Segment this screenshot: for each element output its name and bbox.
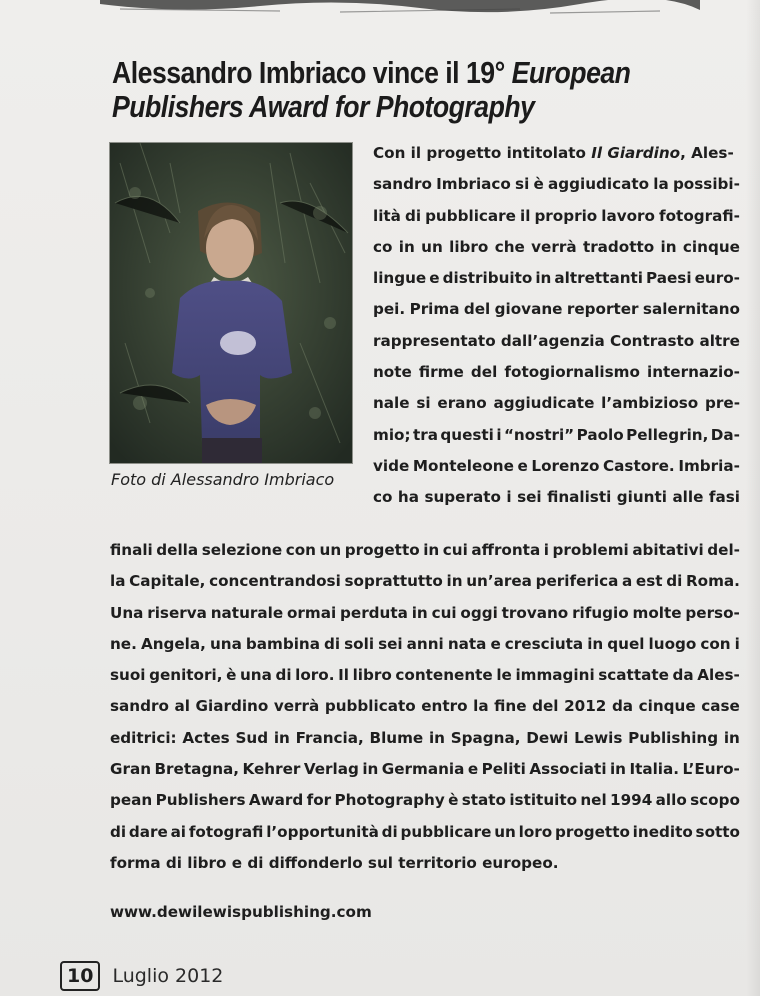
title-line-1: Alessandro Imbriaco vince il 19° European bbox=[112, 55, 631, 90]
article-column-text bbox=[373, 138, 740, 514]
article-photo bbox=[109, 142, 353, 464]
body-line: Una riserva naturale ormai perduta in cui oggi trovano rifugio molte perso- bbox=[110, 603, 740, 622]
column-line: vide Monteleone e Lorenzo Castore. Imbria- bbox=[373, 456, 740, 475]
photo-caption: Foto di Alessandro Imbriaco bbox=[111, 470, 335, 489]
column-line: sandro Imbriaco si è aggiudicato la possibi- bbox=[373, 175, 740, 194]
column-line: lingue e distribuito in altrettanti Paesi euro- bbox=[373, 269, 740, 288]
body-line: Gran Bretagna, Kehrer Verlag in Germania e Peliti Associati in Italia. L’Euro- bbox=[110, 760, 740, 779]
column-line: co ha superato i sei finalisti giunti alle fasi bbox=[373, 488, 740, 507]
article-title bbox=[112, 56, 731, 124]
column-line: nale si erano aggiudicate l’ambizioso pre- bbox=[373, 394, 740, 413]
column-line: lità di pubblicare il proprio lavoro fotografi- bbox=[373, 206, 740, 225]
column-line: pei. Prima del giovane reporter salernitano bbox=[373, 300, 740, 319]
page-footer bbox=[60, 958, 223, 994]
page-edge-shadow bbox=[746, 0, 760, 996]
child-portrait-image bbox=[110, 143, 352, 463]
body-line: ne. Angela, una bambina di soli sei anni nata e cresciuta in quel luogo con i bbox=[110, 634, 740, 653]
body-line: di dare ai fotografi l’opportunità di pubblicare un loro progetto inedito sotto bbox=[110, 822, 740, 841]
body-line: pean Publishers Award for Photography è stato istituito nel 1994 allo scopo bbox=[110, 791, 740, 810]
column-line: mio; tra questi i “nostri” Paolo Pellegrin, Da- bbox=[373, 425, 740, 444]
column-line: Con il progetto intitolato Il Giardino, Ales- bbox=[373, 144, 734, 162]
body-line: editrici: Actes Sud in Francia, Blume in Spagna, Dewi Lewis Publishing in bbox=[110, 728, 740, 747]
title-line-2: Publishers Award for Photography bbox=[112, 89, 535, 124]
brush-stroke-decoration bbox=[100, 0, 700, 18]
column-line: note firme del fotogiornalismo internazio- bbox=[373, 363, 740, 382]
body-line: la Capitale, concentrandosi soprattutto in un’area periferica a est di Roma. bbox=[110, 572, 740, 591]
body-line: suoi genitori, è una di loro. Il libro contenente le immagini scattate da Ales- bbox=[110, 666, 740, 685]
body-line: finali della selezione con un progetto in cui affronta i problemi abitativi del- bbox=[110, 541, 740, 559]
page-number: 10 bbox=[60, 961, 100, 991]
article-body-text bbox=[110, 535, 740, 879]
column-line: rappresentato dall’agenzia Contrasto altre bbox=[373, 331, 740, 350]
body-line: sandro al Giardino verrà pubblicato entro la fine del 2012 da cinque case bbox=[110, 697, 740, 716]
issue-date: Luglio 2012 bbox=[112, 965, 224, 987]
publisher-website-link[interactable]: www.dewilewispublishing.com bbox=[110, 903, 372, 921]
column-line: co in un libro che verrà tradotto in cinque bbox=[373, 237, 740, 256]
body-line: forma di libro e di diffonderlo sul territorio europeo. bbox=[110, 853, 559, 872]
